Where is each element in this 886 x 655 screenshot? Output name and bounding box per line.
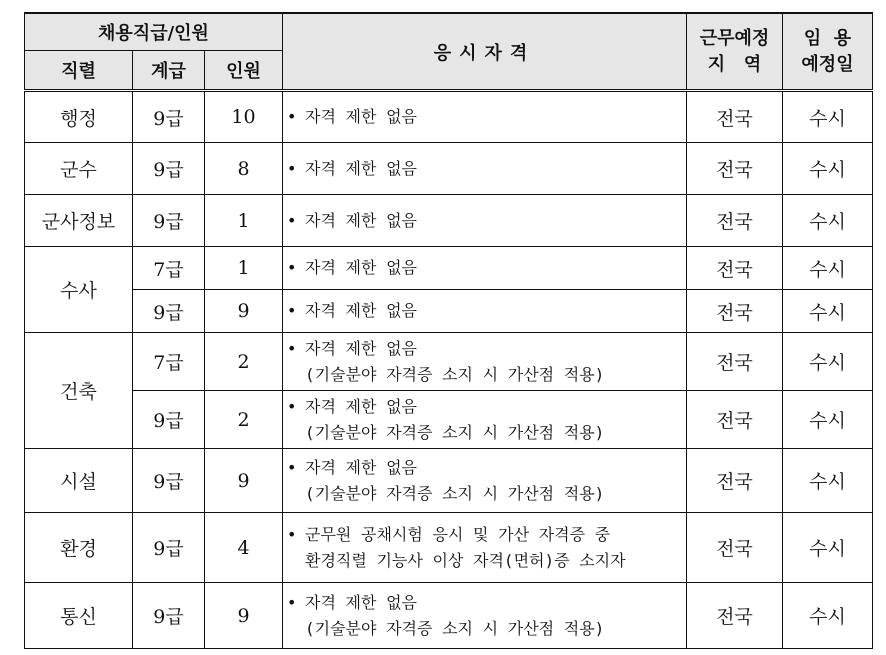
qualification-line: • 자격 제한 없음 [287,156,686,182]
header-date-line2: 예정일 [801,53,854,75]
header-grade: 계급 [133,51,205,91]
grade-cell: 7급 [133,247,205,290]
date-cell: 수시 [783,247,873,290]
qualification-cell [283,247,687,290]
qualification-line: • 자격 제한 없음 [287,104,686,130]
qualification-cell [283,449,687,513]
qualification-line: (기술분야 자격증 소지 시 가산점 적용) [305,364,605,384]
qualification-cell [283,583,687,649]
date-cell: 수시 [783,195,873,247]
header-location [687,13,783,91]
qualification-line: • 군무원 공채시험 응시 및 가산 자격증 중 [287,522,686,548]
job-cell: 시설 [25,449,133,513]
grade-cell: 9급 [133,290,205,333]
location-cell: 전국 [687,290,783,333]
qualification-line: • 자격 제한 없음 [287,590,686,616]
qualification-cell [283,143,687,195]
qualification-line: 환경직렬 기능사 이상 자격(면허)증 소지자 [305,550,626,570]
job-cell: 환경 [25,513,133,583]
qualification-line: • 자격 제한 없음 [287,336,686,362]
qualification-line: (기술분야 자격증 소지 시 가산점 적용) [305,422,605,442]
qualification-cell [283,91,687,143]
grade-cell: 9급 [133,583,205,649]
job-cell: 군사정보 [25,195,133,247]
location-cell: 전국 [687,247,783,290]
grade-cell: 9급 [133,143,205,195]
qualification-cell [283,391,687,449]
header-date-line1: 임 용 [803,27,852,49]
location-cell: 전국 [687,143,783,195]
count-cell: 2 [205,333,283,391]
date-cell: 수시 [783,143,873,195]
location-cell: 전국 [687,583,783,649]
job-cell: 행정 [25,91,133,143]
date-cell: 수시 [783,449,873,513]
table-row [25,195,873,247]
recruitment-table [24,12,873,649]
date-cell: 수시 [783,391,873,449]
qualification-line: • 자격 제한 없음 [287,208,686,234]
header-group: 채용직급/인원 [25,13,283,51]
count-cell: 4 [205,513,283,583]
count-cell: 2 [205,391,283,449]
location-cell: 전국 [687,195,783,247]
grade-cell: 9급 [133,513,205,583]
date-cell: 수시 [783,583,873,649]
job-cell: 수사 [25,247,133,333]
qualification-line: • 자격 제한 없음 [287,255,686,281]
table-row [25,391,873,449]
job-cell: 통신 [25,583,133,649]
qualification-cell [283,195,687,247]
header-location-line1: 근무예정 [699,27,770,49]
table-row [25,583,873,649]
header-date [783,13,873,91]
table-row [25,513,873,583]
header-job: 직렬 [25,51,133,91]
date-cell: 수시 [783,333,873,391]
qualification-line: • 자격 제한 없음 [287,298,686,324]
qualification-line: (기술분야 자격증 소지 시 가산점 적용) [305,618,605,638]
table-row [25,290,873,333]
qualification-line: • 자격 제한 없음 [287,394,686,420]
grade-cell: 9급 [133,449,205,513]
qualification-cell [283,290,687,333]
table-row [25,143,873,195]
header-count: 인원 [205,51,283,91]
job-cell: 건축 [25,333,133,449]
location-cell: 전국 [687,513,783,583]
grade-cell: 7급 [133,333,205,391]
grade-cell: 9급 [133,91,205,143]
qualification-line: (기술분야 자격증 소지 시 가산점 적용) [305,483,605,503]
grade-cell: 9급 [133,195,205,247]
location-cell: 전국 [687,449,783,513]
count-cell: 8 [205,143,283,195]
location-cell: 전국 [687,391,783,449]
count-cell: 9 [205,583,283,649]
count-cell: 10 [205,91,283,143]
table-row [25,449,873,513]
job-cell: 군수 [25,143,133,195]
count-cell: 9 [205,290,283,333]
qualification-cell [283,513,687,583]
qualification-line: • 자격 제한 없음 [287,455,686,481]
qualification-cell [283,333,687,391]
location-cell: 전국 [687,333,783,391]
count-cell: 1 [205,247,283,290]
table-row [25,333,873,391]
location-cell: 전국 [687,91,783,143]
table-row [25,247,873,290]
count-cell: 9 [205,449,283,513]
table-row [25,91,873,143]
count-cell: 1 [205,195,283,247]
header-qualification: 응시자격 [283,13,687,91]
date-cell: 수시 [783,91,873,143]
header-location-line2: 지 역 [707,53,762,75]
grade-cell: 9급 [133,391,205,449]
date-cell: 수시 [783,513,873,583]
date-cell: 수시 [783,290,873,333]
